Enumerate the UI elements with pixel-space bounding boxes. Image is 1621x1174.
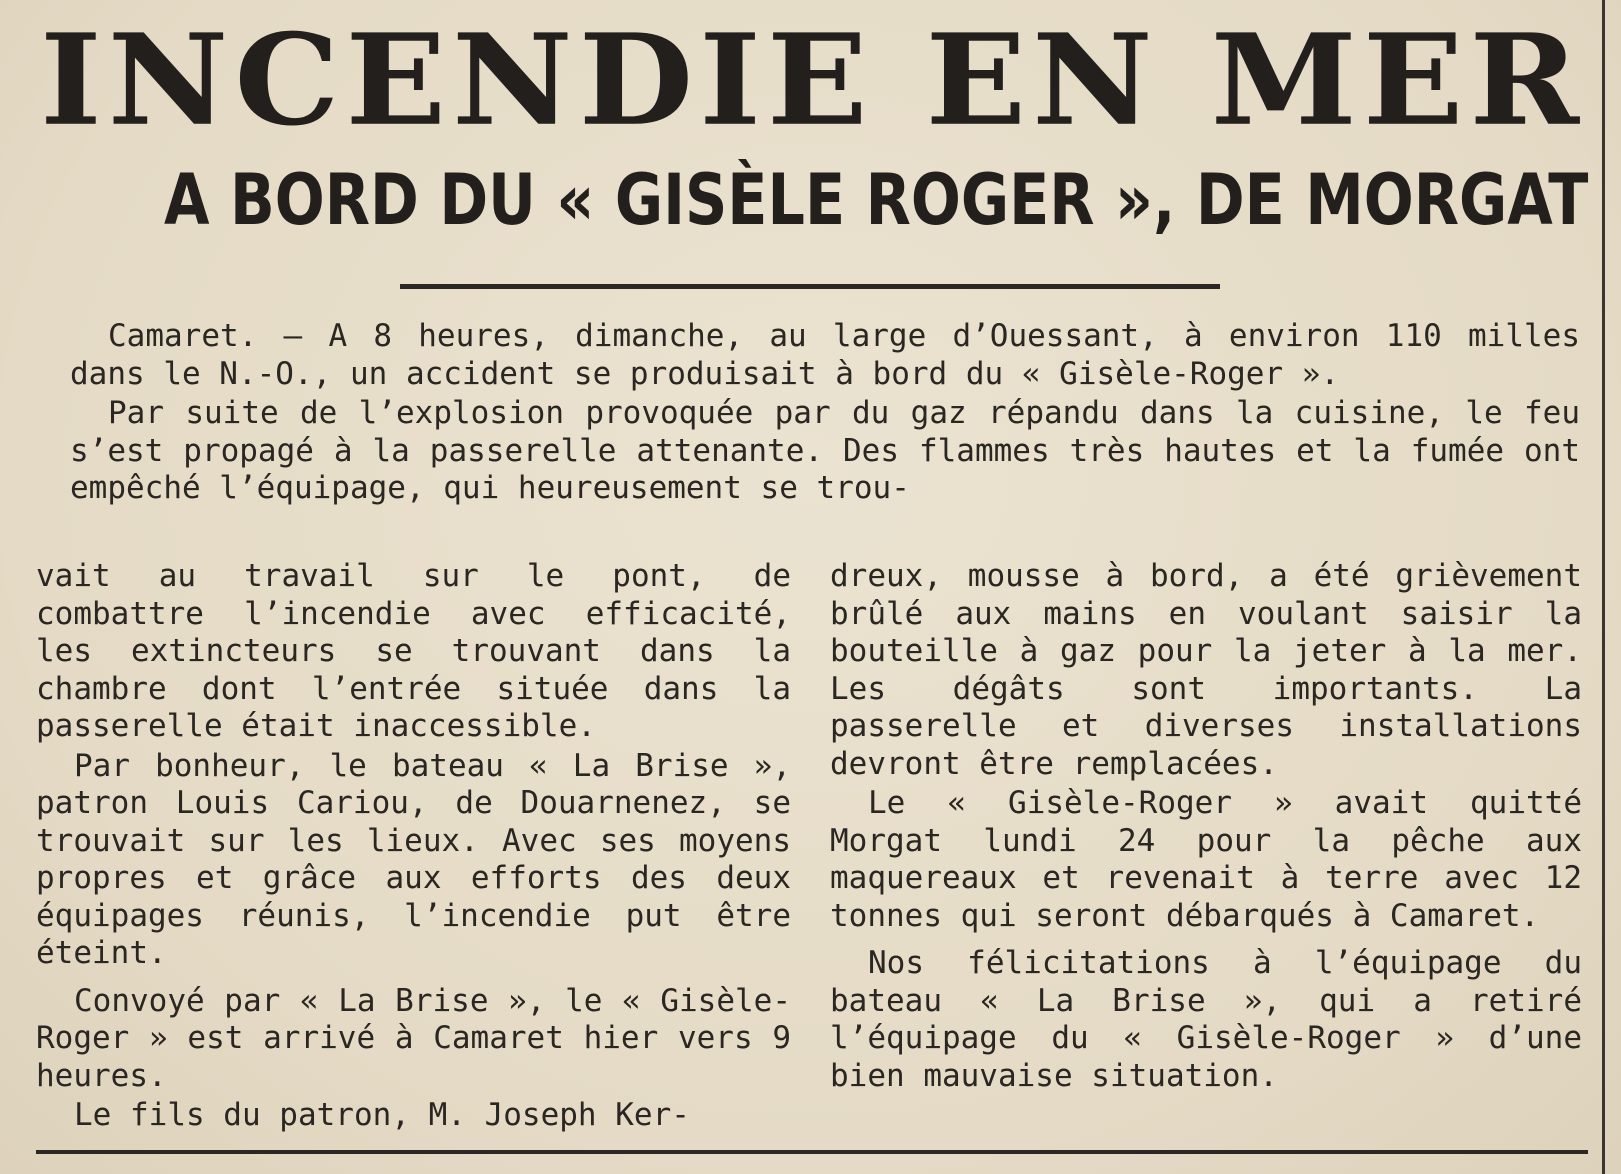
right-paragraph-2: Le « Gisèle-Roger » avait quitté Morgat lundi 24 pour la pêche aux maquereaux et revenait à terre avec 12 tonnes qui seront débarqués à Camaret. (830, 785, 1582, 934)
section-divider (400, 284, 1220, 289)
intro-paragraph-2: Par suite de l’explosion provoquée par du gaz répandu dans la cuisine, le feu s’est propagé à la passerelle attenante. Des flammes très hautes et la fumée ont empêché l’équipage, qui heureusement se trou- (70, 395, 1580, 506)
intro-paragraph-1: Camaret. — A 8 heures, dimanche, au large d’Ouessant, à environ 110 milles dans le N.-O., un accident se produisait à bord du « Gisèle-Roger ». (70, 318, 1580, 392)
subheadline: A BORD DU « GISÈLE ROGER », DE MORGAT (164, 159, 1589, 241)
left-paragraph-2: Par bonheur, le bateau « La Brise », patron Louis Cariou, de Douarnenez, se trouvait sur les lieux. Avec ses moyens propres et grâce aux efforts des deux équipages réunis, l’incendie put être éteint. (36, 747, 791, 971)
bottom-divider (36, 1150, 1588, 1154)
page-edge-rule (1602, 0, 1605, 1174)
right-paragraph-1: dreux, mousse à bord, a été grièvement brûlé aux mains en voulant saisir la bouteille à gaz pour la jeter à la mer. Les dégâts sont importants. La passerelle et diverses installations devront être remplacées. (830, 558, 1582, 782)
intro-block (70, 318, 1580, 508)
headline: INCENDIE EN MER (40, 6, 1586, 155)
right-paragraph-3: Nos félicitations à l’équipage du bateau « La Brise », qui a retiré l’équipage du « Gisèle-Roger » d’une bien mauvaise situation. (830, 945, 1582, 1094)
left-paragraph-4: Le fils du patron, M. Joseph Ker- (74, 1097, 690, 1133)
right-column (830, 558, 1582, 1095)
left-column (36, 558, 791, 1135)
left-paragraph-3: Convoyé par « La Brise », le « Gisèle-Roger » est arrivé à Camaret hier vers 9 heures. (36, 982, 791, 1094)
left-paragraph-1: vait au travail sur le pont, de combattre l’incendie avec efficacité, les extincteurs se trouvant dans la chambre dont l’entrée située dans la passerelle était inaccessible. (36, 558, 791, 744)
